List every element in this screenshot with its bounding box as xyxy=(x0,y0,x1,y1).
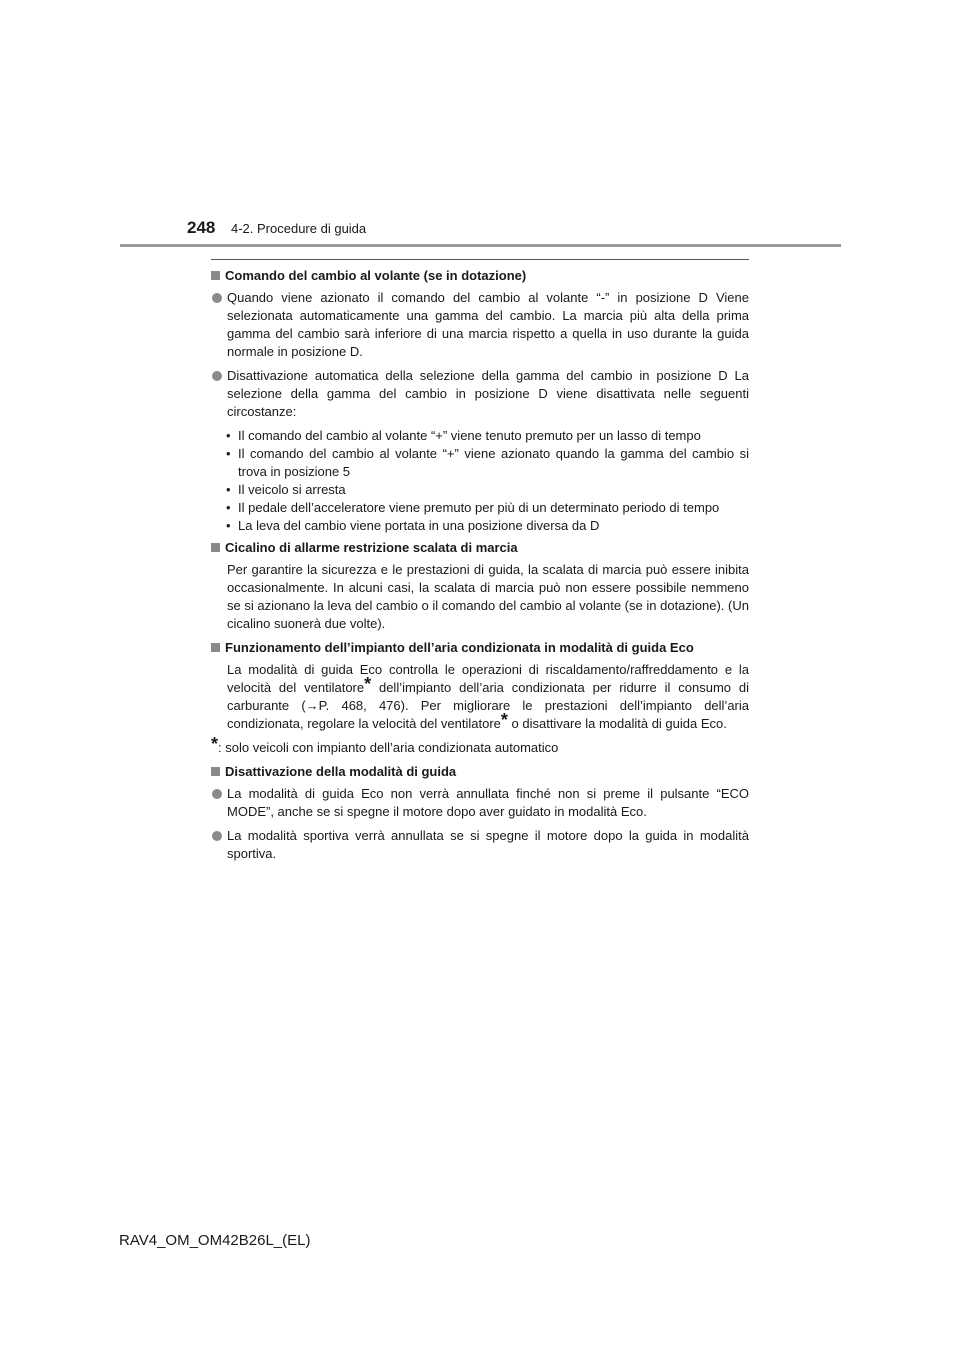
paragraph-text: La modalità di guida Eco controlla le operazioni di riscaldamento/raffreddamento e la velocità del ventilatore xyxy=(227,662,749,695)
asterisk-mark: * xyxy=(364,674,372,694)
sub-item-text: Il comando del cambio al volante “+” viene tenuto premuto per un lasso di tempo xyxy=(238,428,701,443)
paragraph-text: dell’impianto dell’aria condizionata per ridurre il consumo di carburante ( xyxy=(227,680,749,713)
bullet-item xyxy=(211,785,749,821)
page-number: 248 xyxy=(187,218,216,237)
square-bullet-icon xyxy=(211,543,220,552)
heading-text: Cicalino di allarme restrizione scalata di marcia xyxy=(225,540,518,555)
paragraph xyxy=(211,661,749,733)
asterisk-mark: * xyxy=(500,710,508,730)
square-bullet-icon xyxy=(211,271,220,280)
bullet-item xyxy=(211,289,749,361)
bullet-text: La modalità sportiva verrà annullata se si spegne il motore dopo la guida in modalità sportiva. xyxy=(227,828,749,861)
bullet-text: Disattivazione automatica della selezione della gamma del cambio in posizione D La selezione della gamma del cambio in posizione D viene disattivata nelle seguenti circostanze: xyxy=(227,368,749,419)
dot-marker: • xyxy=(226,518,231,533)
bullet-item xyxy=(211,367,749,421)
sub-list-item xyxy=(211,517,749,535)
sub-list-item xyxy=(211,481,749,499)
heading-text: Disattivazione della modalità di guida xyxy=(225,764,457,779)
heading-text: Comando del cambio al volante (se in dotazione) xyxy=(225,268,527,283)
sub-list xyxy=(211,427,749,535)
bullet-text: La modalità di guida Eco non verrà annullata finché non si preme il pulsante “ECO MODE”, anche se si spegne il motore dopo aver guidato in modalità Eco. xyxy=(227,786,749,819)
sub-item-text: Il comando del cambio al volante “+” viene azionato quando la gamma del cambio si trova in posizione 5 xyxy=(238,446,749,479)
document-code: RAV4_OM_OM42B26L_(EL) xyxy=(119,1232,311,1249)
section-heading-eco-ac xyxy=(211,639,749,657)
page-content xyxy=(211,267,749,869)
section-heading-paddle-shift xyxy=(211,267,749,285)
dot-marker: • xyxy=(226,428,231,443)
bullet-item xyxy=(211,827,749,863)
square-bullet-icon xyxy=(211,643,220,652)
arrow-icon: → xyxy=(305,698,319,713)
sub-item-text: La leva del cambio viene portata in una posizione diversa da D xyxy=(238,518,600,533)
sub-list-item xyxy=(211,427,749,445)
bullet-text: Quando viene azionato il comando del cambio al volante “-” in posizione D Viene selezionata automaticamente una gamma del cambio. La marcia più alta della prima gamma del cambio sarà inferiore di una marcia rispetto a quella in uso durante la guida normale in posizione D. xyxy=(227,290,749,359)
paragraph: Per garantire la sicurezza e le prestazioni di guida, la scalata di marcia può essere inibita occasionalmente. In alcuni casi, la scalata di marcia può non essere possibile nemmeno se si azionano la leva del cambio o il comando del cambio al volante (se in dotazione). (Un cicalino suonerà due volte). xyxy=(227,562,749,631)
footnote xyxy=(211,734,749,757)
dot-marker: • xyxy=(226,446,231,461)
square-bullet-icon xyxy=(211,767,220,776)
asterisk-mark: * xyxy=(211,734,219,754)
section-heading-mode-cancel xyxy=(211,763,749,781)
sub-list-item xyxy=(211,445,749,481)
sub-item-text: Il pedale dell’acceleratore viene premuto per più di un determinato periodo di tempo xyxy=(238,500,720,515)
dot-marker: • xyxy=(226,500,231,515)
paragraph-text: o disattivare la modalità di guida Eco. xyxy=(507,716,727,731)
content-top-rule xyxy=(211,259,749,260)
heading-text: Funzionamento dell’impianto dell’aria condizionata in modalità di guida Eco xyxy=(225,640,694,655)
circle-bullet-icon xyxy=(212,789,222,799)
dot-marker: • xyxy=(226,482,231,497)
circle-bullet-icon xyxy=(212,371,222,381)
header-rule xyxy=(120,244,841,247)
footnote-text: : solo veicoli con impianto dell’aria condizionata automatico xyxy=(218,740,559,755)
circle-bullet-icon xyxy=(212,831,222,841)
section-heading-downshift-buzzer xyxy=(211,539,749,557)
circle-bullet-icon xyxy=(212,293,222,303)
sub-item-text: Il veicolo si arresta xyxy=(238,482,346,497)
sub-list-item xyxy=(211,499,749,517)
page-reference: P. 468, 476). Per migliorare le prestazioni dell’impianto dell’aria condizionata, regolare la velocità del ventilatore xyxy=(227,698,749,731)
section-label: 4-2. Procedure di guida xyxy=(231,221,367,236)
